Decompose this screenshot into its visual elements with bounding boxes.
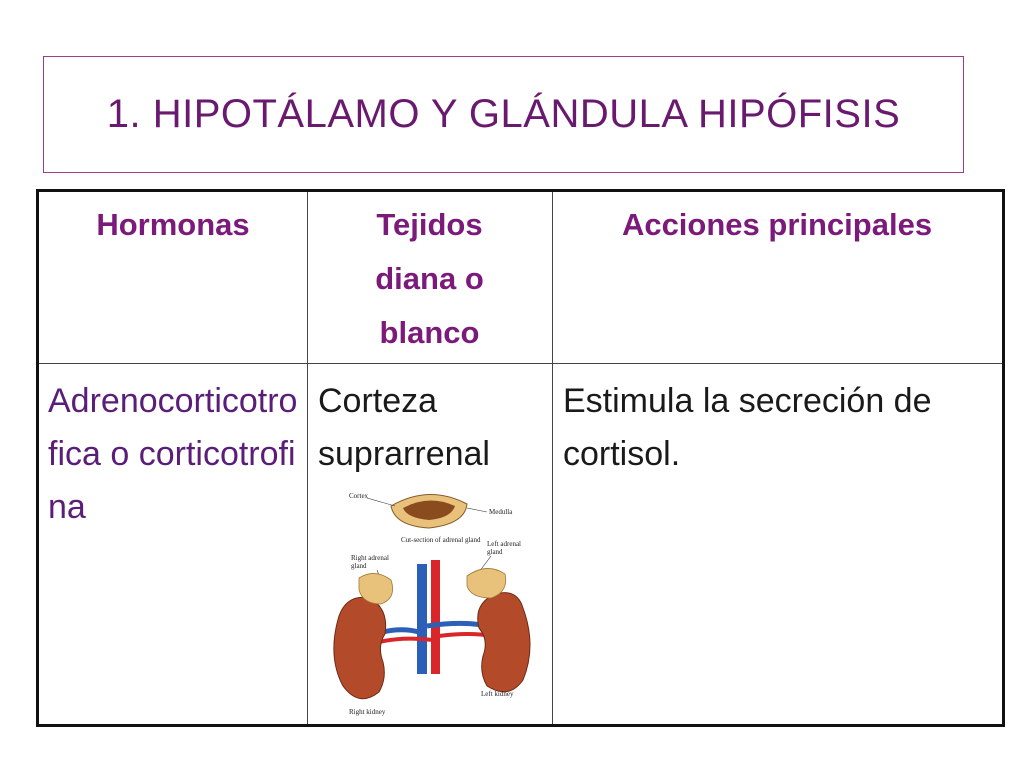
column-divider [552, 192, 553, 724]
left-kidney [467, 568, 530, 691]
cell-hormone: Adrenocorticotrofica o corticotrofina [48, 382, 298, 526]
label-left-kidney: Left kidney [481, 690, 514, 698]
slide-title: 1. HIPOTÁLAMO Y GLÁNDULA HIPÓFISIS [106, 92, 901, 136]
adrenal-cut-section [391, 494, 467, 528]
cell-target: Corteza suprarrenal [318, 382, 490, 473]
label-right-adrenal: Right adrenal [351, 554, 389, 562]
header-acciones: Acciones principales [621, 207, 933, 242]
adrenal-kidney-diagram [319, 486, 544, 719]
right-kidney [334, 573, 393, 698]
cell-action: Estimula la secreción de cortisol. [563, 382, 932, 473]
title-box [43, 56, 964, 173]
label-medulla: Medulla [489, 508, 513, 516]
label-left-adrenal-gland: gland [487, 548, 503, 556]
header-hormonas: Hormonas [96, 207, 250, 242]
header-tejidos: Tejidos diana o blanco [375, 207, 484, 350]
label-left-adrenal: Left adrenal [487, 540, 522, 548]
row-divider [39, 363, 1002, 364]
label-cortex: Cortex [349, 492, 369, 500]
label-cut-section: Cut-section of adrenal gland [401, 536, 481, 544]
label-right-adrenal-gland: gland [351, 562, 367, 570]
label-right-kidney: Right kidney [349, 708, 386, 716]
